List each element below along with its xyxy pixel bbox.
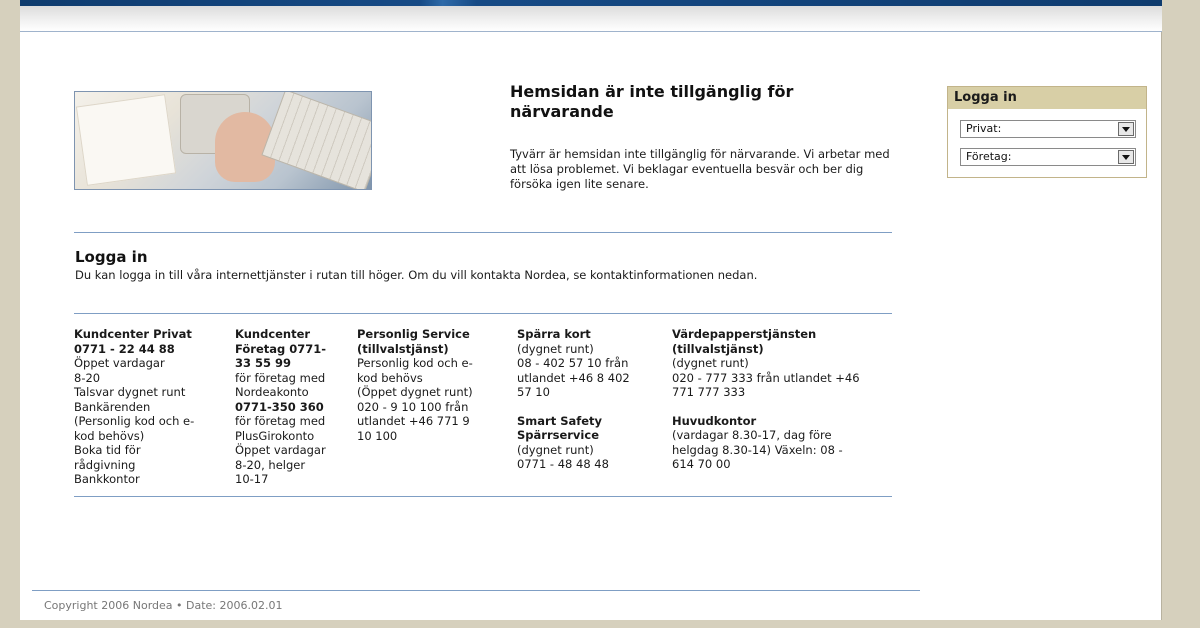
- contact-title: Personlig Service: [357, 327, 470, 341]
- contact-title: Kundcenter: [235, 327, 311, 341]
- contact-line: 10 100: [357, 428, 398, 443]
- contact-line: Bankärenden: [74, 399, 151, 414]
- contact-title: Spärrservice: [517, 428, 599, 442]
- page-frame: [20, 0, 1162, 620]
- contact-foretag: [235, 327, 350, 487]
- foretag-select-label: Företag:: [966, 150, 1012, 163]
- contact-line: kod behövs): [74, 428, 145, 443]
- contact-line: 08 - 402 57 10 från: [517, 356, 629, 370]
- divider: [74, 313, 892, 314]
- contact-line: Öppet vardagar: [235, 443, 326, 457]
- contact-line: 8-20: [74, 370, 101, 385]
- spacer: [517, 400, 662, 414]
- contact-title: Smart Safety: [517, 413, 603, 428]
- contact-privat: [74, 327, 224, 487]
- contact-sparra: [517, 327, 662, 472]
- contact-line: rådgivning: [74, 457, 136, 472]
- contact-title: (tillvalstjänst): [357, 341, 449, 356]
- divider: [74, 496, 892, 497]
- contact-line: helgdag 8.30-14) Växeln: 08 -: [672, 442, 843, 457]
- contact-title: Företag 0771-: [235, 341, 327, 356]
- contact-line: Talsvar dygnet runt: [74, 385, 186, 399]
- contact-title: Kundcenter Privat: [74, 327, 192, 341]
- contact-line: 020 - 777 333 från utlandet +46: [672, 370, 860, 385]
- contact-title: Huvudkontor: [672, 413, 757, 428]
- contact-line: 10-17: [235, 472, 269, 486]
- contact-line: utlandet +46 8 402: [517, 370, 630, 385]
- chevron-down-icon[interactable]: [1118, 122, 1134, 136]
- contact-line: 0771 - 48 48 48: [517, 457, 609, 471]
- footer-divider: [32, 590, 920, 591]
- contact-title: (tillvalstjänst): [672, 341, 764, 356]
- privat-select-label: Privat:: [966, 122, 1002, 135]
- login-box: [947, 86, 1147, 178]
- contact-line: (Personlig kod och e-: [74, 414, 195, 428]
- contact-line: kod behövs: [357, 370, 423, 385]
- contact-line: 020 - 9 10 100 från: [357, 399, 469, 414]
- foretag-select[interactable]: [960, 148, 1136, 166]
- contact-phone: 0771-350 360: [235, 399, 324, 414]
- contact-line: (vardagar 8.30-17, dag före: [672, 428, 832, 442]
- office-photo: [74, 91, 372, 190]
- contact-title: 33 55 99: [235, 356, 292, 370]
- contact-line: Öppet vardagar: [74, 356, 165, 370]
- contact-line: Bankkontor: [74, 472, 140, 486]
- contact-line: för företag med: [235, 370, 326, 385]
- login-box-title: Logga in: [948, 87, 1146, 109]
- header-band: [20, 6, 1162, 32]
- photo-paper: [76, 94, 176, 186]
- footer-copyright: Copyright 2006 Nordea • Date: 2006.02.01: [44, 599, 283, 612]
- contact-personlig: [357, 327, 507, 443]
- photo-keyboard: [261, 91, 372, 190]
- contact-title: Spärra kort: [517, 327, 591, 341]
- contact-line: (Öppet dygnet runt): [357, 385, 473, 399]
- contact-line: 771 777 333: [672, 385, 746, 399]
- contact-line: för företag med: [235, 414, 326, 428]
- contact-line: 8-20, helger: [235, 457, 306, 472]
- contact-title: Värdepapperstjänsten: [672, 327, 817, 341]
- contact-line: Nordeakonto: [235, 385, 309, 399]
- notice-text: Tyvärr är hemsidan inte tillgänglig för närvarande. Vi arbetar med att lösa problemet. Vi beklagar eventuella besvär och ber dig försöka igen lite senare.: [510, 147, 890, 191]
- contact-line: (dygnet runt): [517, 442, 594, 457]
- contact-phone: 0771 - 22 44 88: [74, 341, 175, 356]
- contact-line: PlusGirokonto: [235, 428, 315, 443]
- contact-line: (dygnet runt): [672, 356, 749, 370]
- login-section-text: Du kan logga in till våra internettjänster i rutan till höger. Om du vill kontakta Nordea, se kontaktinformationen nedan.: [75, 268, 758, 282]
- contact-line: 614 70 00: [672, 457, 731, 471]
- divider: [74, 232, 892, 233]
- privat-select[interactable]: [960, 120, 1136, 138]
- contact-line: (dygnet runt): [517, 341, 594, 356]
- contact-vardepapper: [672, 327, 907, 472]
- login-section-title: Logga in: [75, 248, 148, 266]
- spacer: [672, 400, 907, 414]
- chevron-down-icon[interactable]: [1118, 150, 1134, 164]
- notice-title: Hemsidan är inte tillgänglig för närvarande: [510, 82, 794, 121]
- contact-line: 57 10: [517, 385, 550, 399]
- contact-line: Personlig kod och e-: [357, 356, 473, 370]
- contact-line: Boka tid för: [74, 443, 141, 457]
- contact-line: utlandet +46 771 9: [357, 414, 470, 428]
